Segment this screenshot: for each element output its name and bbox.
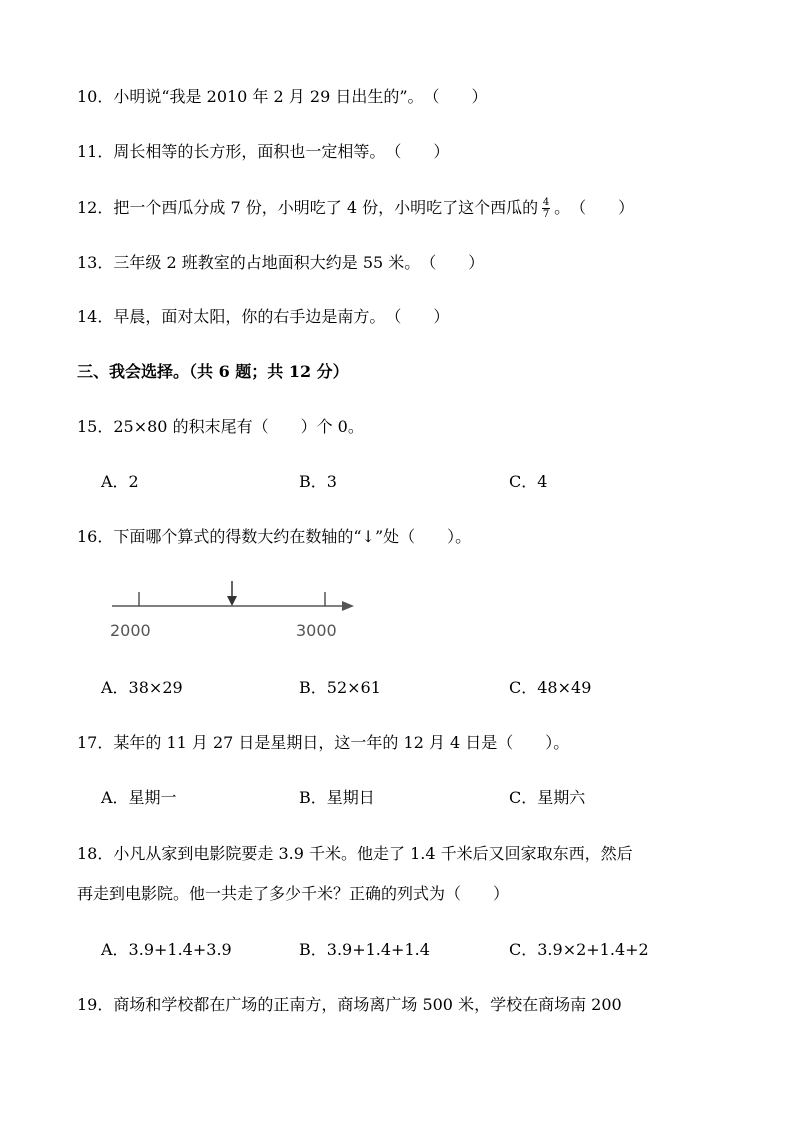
option-b: B．3 <box>299 472 337 491</box>
option-a: A．星期一 <box>101 788 177 807</box>
section-title: 三、我会选择。（共 6 题；共 12 分） <box>77 362 349 381</box>
question-18-line-2: 再走到电影院。他一共走了多少千米？正确的列式为（ ） <box>77 884 510 903</box>
question-19: 19．商场和学校都在广场的正南方，商场离广场 500 米，学校在商场南 200 <box>77 995 622 1014</box>
option-c: C．4 <box>509 472 548 491</box>
fraction-denominator: 7 <box>542 209 550 220</box>
answer-blank: （ ） <box>570 198 635 217</box>
question-16: 16．下面哪个算式的得数大约在数轴的“↓”处（ ）。 <box>77 527 472 546</box>
question-14 <box>77 305 449 329</box>
question-number: 14． <box>77 307 114 326</box>
option-b: B．3.9+1.4+1.4 <box>299 940 430 959</box>
question-tail: 。 <box>554 198 571 217</box>
option-c: C．48×49 <box>509 678 592 697</box>
question-number: 10． <box>77 87 114 106</box>
down-arrow-icon <box>227 581 237 606</box>
question-13 <box>77 251 484 275</box>
number-line <box>108 576 368 646</box>
option-a: A．38×29 <box>101 678 183 697</box>
question-12 <box>77 196 634 220</box>
tick-label-3000: 3000 <box>296 621 337 640</box>
question-text: 把一个西瓜分成 7 份，小明吃了 4 份，小明吃了这个西瓜的 <box>113 198 539 217</box>
question-number: 12． <box>77 198 114 217</box>
option-a: A．2 <box>101 472 139 491</box>
question-number: 13． <box>77 253 114 272</box>
option-b: B．星期日 <box>299 788 375 807</box>
question-text: 早晨，面对太阳，你的右手边是南方。 <box>113 307 386 326</box>
question-text: 周长相等的长方形，面积也一定相等。 <box>113 142 386 161</box>
question-11 <box>77 140 449 164</box>
question-18-line-1: 18．小凡从家到电影院要走 3.9 千米。他走了 1.4 千米后又回家取东西，然后 <box>77 844 633 863</box>
question-number: 11． <box>77 142 114 161</box>
answer-blank: （ ） <box>420 253 485 272</box>
option-c: C．3.9×2+1.4+2 <box>509 940 649 959</box>
question-text: 小明说“我是 2010 年 2 月 29 日出生的”。 <box>113 87 424 106</box>
option-c: C．星期六 <box>509 788 586 807</box>
tick-label-2000: 2000 <box>110 621 151 640</box>
question-17: 17．某年的 11 月 27 日是星期日，这一年的 12 月 4 日是（ ）。 <box>77 733 570 752</box>
fraction <box>542 197 550 220</box>
question-15: 15．25×80 的积末尾有（ ）个 0。 <box>77 417 364 436</box>
question-text: 三年级 2 班教室的占地面积大约是 55 米。 <box>113 253 421 272</box>
option-b: B．52×61 <box>299 678 381 697</box>
answer-blank: （ ） <box>385 307 450 326</box>
option-a: A．3.9+1.4+3.9 <box>101 940 232 959</box>
answer-blank: （ ） <box>385 142 450 161</box>
question-10 <box>77 85 488 109</box>
answer-blank: （ ） <box>423 87 488 106</box>
number-line-arrowhead <box>342 601 354 611</box>
fraction-numerator: 4 <box>542 197 550 208</box>
